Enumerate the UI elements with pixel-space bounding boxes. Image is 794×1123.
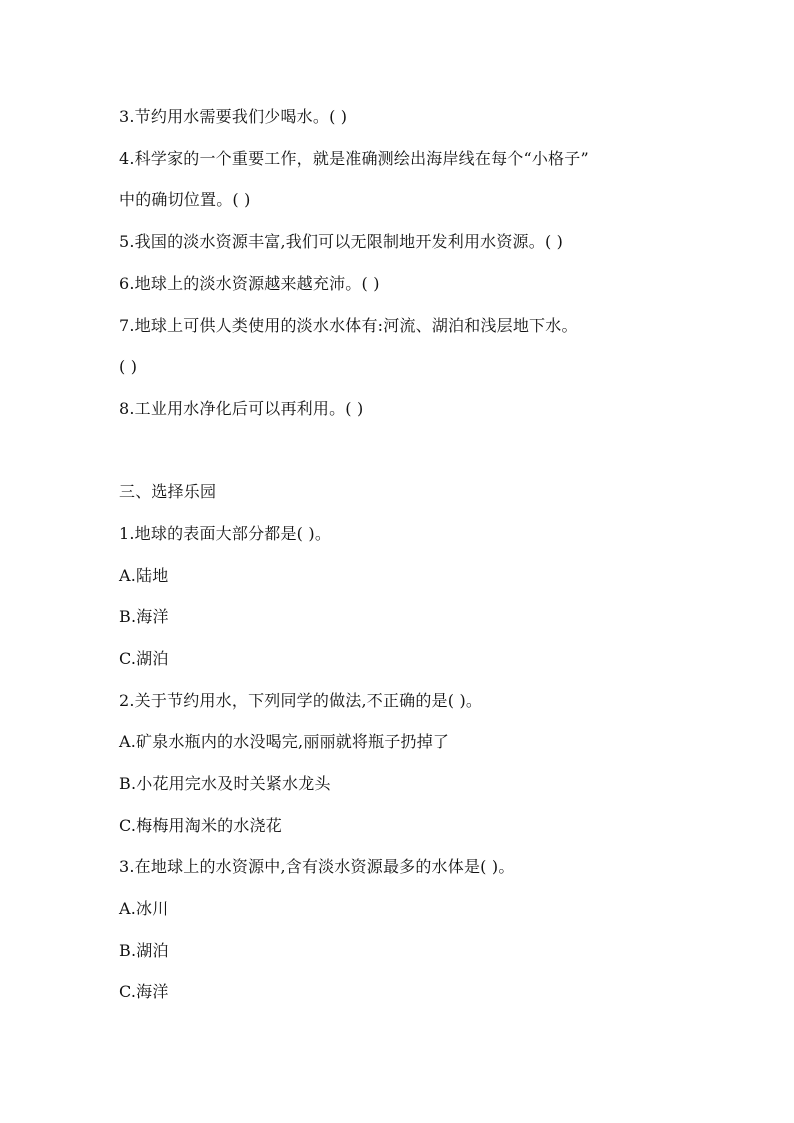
tf-question-8: 8.工业用水净化后可以再利用。( ) xyxy=(119,399,364,418)
mc-question-2-option-c: C.梅梅用淘米的水浇花 xyxy=(119,816,282,835)
mc-question-1-option-a: A.陆地 xyxy=(119,566,169,585)
mc-question-3-stem: 3.在地球上的水资源中,含有淡水资源最多的水体是( )。 xyxy=(119,857,515,876)
tf-question-4-line-2: 中的确切位置。( ) xyxy=(119,190,251,209)
tf-question-6: 6.地球上的淡水资源越来越充沛。( ) xyxy=(119,274,380,293)
mc-question-2-option-b: B.小花用完水及时关紧水龙头 xyxy=(119,774,331,793)
mc-question-2-stem: 2.关于节约用水，下列同学的做法,不正确的是( )。 xyxy=(119,691,483,710)
tf-question-5: 5.我国的淡水资源丰富,我们可以无限制地开发利用水资源。( ) xyxy=(119,232,564,251)
mc-question-1-option-b: B.海洋 xyxy=(119,607,169,626)
mc-question-3-option-a: A.冰川 xyxy=(119,899,169,918)
tf-question-3: 3.节约用水需要我们少喝水。( ) xyxy=(119,107,348,126)
mc-question-3-option-c: C.海洋 xyxy=(119,982,169,1001)
mc-question-1-option-c: C.湖泊 xyxy=(119,649,169,668)
mc-question-1-stem: 1.地球的表面大部分都是( )。 xyxy=(119,524,332,543)
section-heading-choice: 三、选择乐园 xyxy=(119,482,217,501)
mc-question-3-option-b: B.湖泊 xyxy=(119,941,169,960)
tf-question-7-line-1: 7.地球上可供人类使用的淡水水体有:河流、湖泊和浅层地下水。 xyxy=(119,316,578,335)
tf-question-4-line-1: 4.科学家的一个重要工作，就是准确测绘出海岸线在每个“小格子” xyxy=(119,149,589,168)
mc-question-2-option-a: A.矿泉水瓶内的水没喝完,丽丽就将瓶子扔掉了 xyxy=(119,732,450,751)
tf-question-7-line-2: ( ) xyxy=(119,357,138,376)
